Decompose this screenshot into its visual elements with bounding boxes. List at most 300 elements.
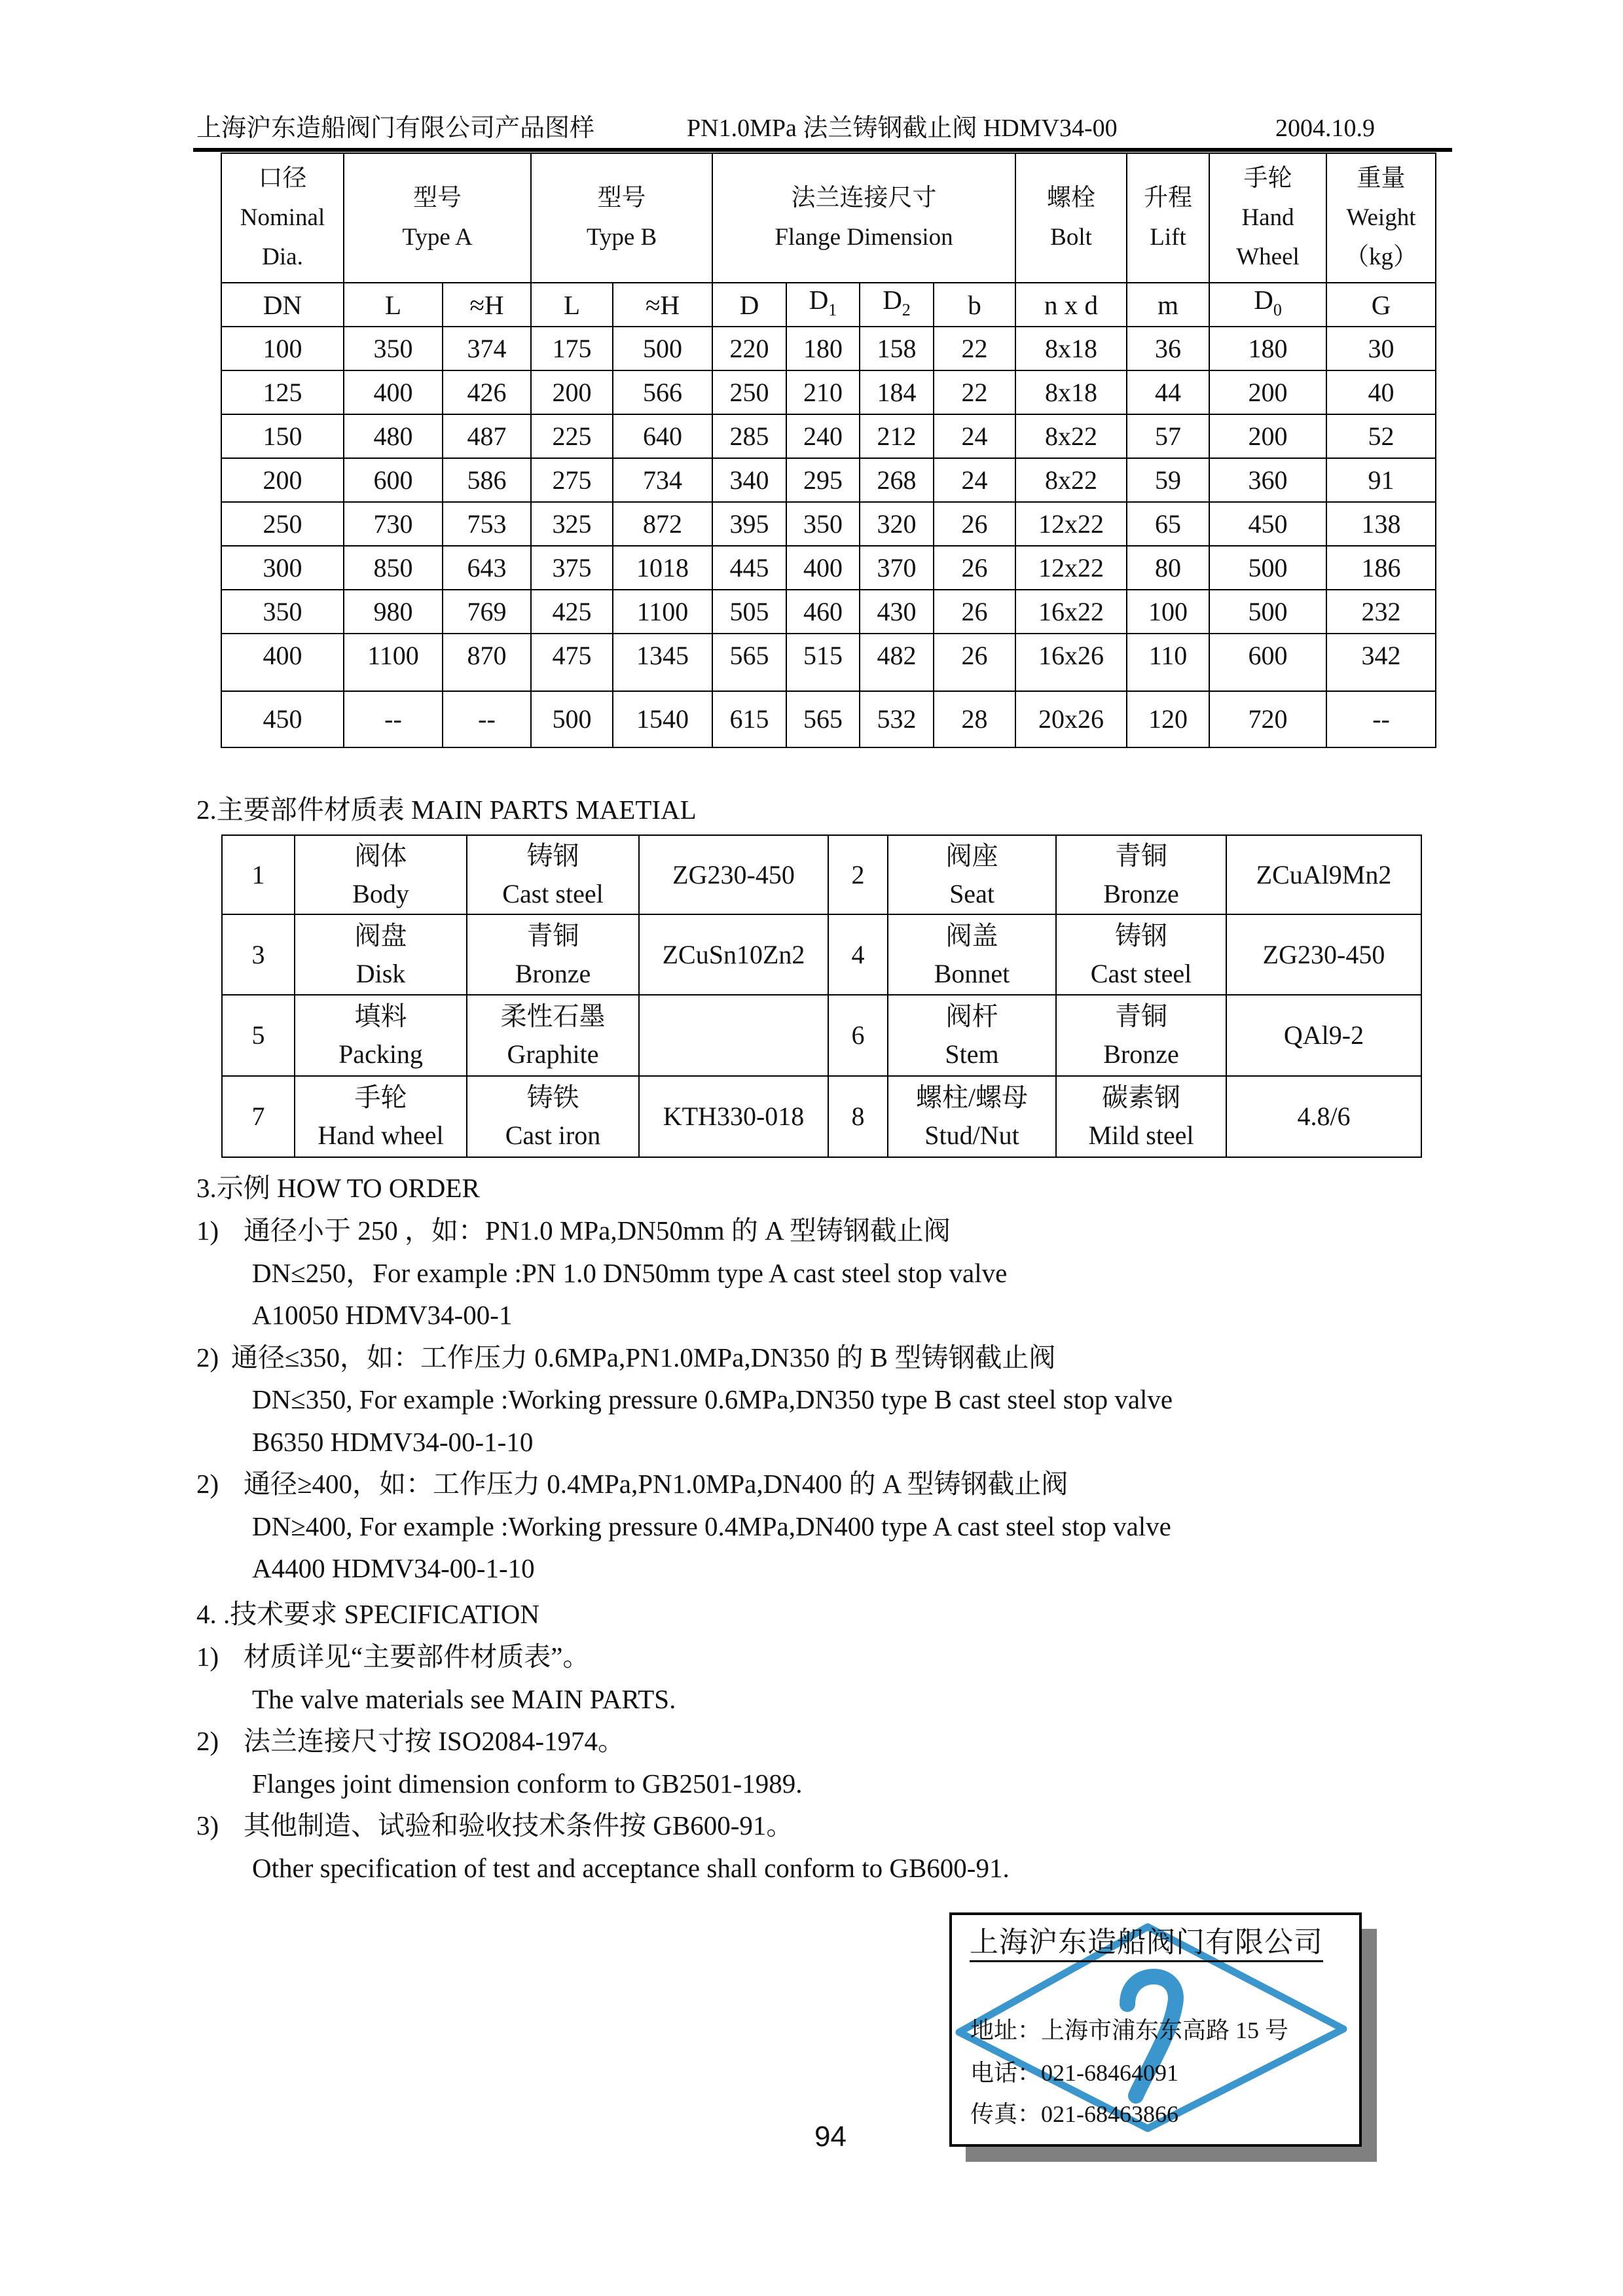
table-cell: 500 [1209, 590, 1326, 634]
group-en2: （kg） [1345, 243, 1418, 270]
table-row [221, 546, 1436, 590]
part-name-zh: 填料 [354, 1001, 407, 1031]
part-grade [1226, 914, 1421, 995]
table-cell: -- [344, 691, 443, 747]
table-cell: 200 [531, 370, 613, 414]
table-cell: 450 [1209, 502, 1326, 546]
group-zh: 法兰连接尺寸 [791, 185, 937, 211]
group-hand-wheel [1209, 153, 1326, 283]
order-item-number: 2) [196, 1342, 219, 1372]
part-number-no: 7 [251, 1102, 265, 1131]
part-grade [639, 995, 828, 1076]
table-cell: 753 [443, 502, 531, 546]
part-material-mat-en: Graphite [507, 1039, 599, 1069]
spec-item-number: 3) [196, 1810, 219, 1840]
table-cell: 295 [786, 458, 860, 502]
table-cell: 16x22 [1015, 590, 1127, 634]
symbol-cell [934, 283, 1015, 327]
symbol-cell [712, 283, 786, 327]
table-cell: 240 [786, 414, 860, 458]
part-material-mat-zh: 柔性石墨 [500, 1001, 606, 1031]
table-cell: 350 [786, 502, 860, 546]
table-cell: 360 [1209, 458, 1326, 502]
group-zh: 手轮 [1243, 165, 1292, 192]
symbol-cell [1015, 283, 1127, 327]
header-product: PN1.0MPa 法兰铸钢截止阀 HDMV34-00 [687, 115, 1118, 142]
table-cell: 426 [443, 370, 531, 414]
part-name-zh: 螺柱/螺母 [915, 1083, 1029, 1112]
table-cell: 482 [860, 634, 934, 691]
table-cell: 80 [1127, 546, 1209, 590]
table-cell: 125 [221, 370, 344, 414]
order-item-code: A4400 HDMV34-00-1-10 [252, 1553, 535, 1583]
group-en: Weight [1346, 204, 1416, 231]
spec-item-zh: 法兰连接尺寸按 ISO2084-1974。 [244, 1726, 625, 1756]
spec-item-en: Flanges joint dimension conform to GB2501-1989. [252, 1768, 803, 1799]
part-number-no: 2 [851, 859, 865, 889]
part-grade-grade: ZCuSn10Zn2 [662, 939, 805, 969]
table-cell: 480 [344, 414, 443, 458]
part-grade-grade: 4.8/6 [1297, 1102, 1351, 1131]
dimensions-table [221, 152, 1436, 748]
group-lift [1127, 153, 1209, 283]
table-cell: 210 [786, 370, 860, 414]
group-zh: 口径 [258, 165, 307, 192]
symbol-cell [786, 283, 860, 327]
group-weight [1326, 153, 1436, 283]
table-cell: 500 [613, 327, 712, 370]
header-date: 2004.10.9 [1275, 115, 1375, 142]
table-cell: 1345 [613, 634, 712, 691]
part-name-zh: 阀体 [354, 840, 407, 870]
part-name-zh: 手轮 [354, 1083, 407, 1112]
table-cell: 12x22 [1015, 546, 1127, 590]
part-grade-grade: QAl9-2 [1283, 1020, 1364, 1050]
table-cell: 500 [531, 691, 613, 747]
table-cell: 643 [443, 546, 531, 590]
table-cell: 395 [712, 502, 786, 546]
symbol-cell [613, 283, 712, 327]
table-cell: 425 [531, 590, 613, 634]
table-cell: 175 [531, 327, 613, 370]
order-section-title: 3.示例 HOW TO ORDER [196, 1173, 480, 1203]
spec-item-number: 1) [196, 1641, 219, 1672]
symbol-base: L [563, 289, 581, 320]
order-item-code: A10050 HDMV34-00-1 [252, 1300, 513, 1330]
table-cell: 24 [934, 458, 1015, 502]
table-cell: 26 [934, 634, 1015, 691]
table-cell: 515 [786, 634, 860, 691]
group-en2: Wheel [1236, 243, 1300, 270]
part-material [467, 995, 639, 1076]
header-rule [193, 148, 1452, 152]
table-cell: 487 [443, 414, 531, 458]
table-cell: 532 [860, 691, 934, 747]
group-en: Flange Dimension [775, 224, 953, 251]
part-name [888, 835, 1056, 914]
table-cell: 320 [860, 502, 934, 546]
part-material-mat-en: Cast steel [502, 878, 604, 908]
part-name [295, 1076, 467, 1157]
table-cell: 8x22 [1015, 458, 1127, 502]
group-zh: 升程 [1144, 185, 1193, 211]
part-material-mat-en: Bronze [1103, 878, 1179, 908]
table-cell: -- [1326, 691, 1436, 747]
group-type-a [344, 153, 531, 283]
table-cell: 640 [613, 414, 712, 458]
table-row [221, 502, 1436, 546]
table-cell: -- [443, 691, 531, 747]
table-cell: 44 [1127, 370, 1209, 414]
table-cell: 26 [934, 502, 1015, 546]
part-name-en: Body [352, 878, 409, 908]
group-zh: 重量 [1357, 165, 1406, 192]
symbol-cell [1326, 283, 1436, 327]
table-cell: 184 [860, 370, 934, 414]
table-cell: 325 [531, 502, 613, 546]
symbol-cell [344, 283, 443, 327]
spec-item-zh: 其他制造、试验和验收技术条件按 GB600-91。 [244, 1810, 793, 1840]
table-cell: 1540 [613, 691, 712, 747]
table-row [221, 691, 1436, 747]
parts-row [222, 995, 1421, 1076]
stamp-address: 地址：上海市浦东东高路 15 号 [970, 2017, 1289, 2043]
table-cell: 275 [531, 458, 613, 502]
order-item-zh: 通径≥400，如：工作压力 0.4MPa,PN1.0MPa,DN400 的 A 型铸钢截止阀 [244, 1469, 1068, 1499]
symbol-cell [1209, 283, 1326, 327]
table-cell: 24 [934, 414, 1015, 458]
parts-row [222, 835, 1421, 914]
table-cell: 91 [1326, 458, 1436, 502]
parts-section-title: 2.主要部件材质表 MAIN PARTS MAETIAL [196, 795, 697, 825]
table-cell: 1100 [344, 634, 443, 691]
part-grade-grade: KTH330-018 [663, 1102, 805, 1131]
group-nominal-dia [221, 153, 344, 283]
table-cell: 565 [712, 634, 786, 691]
part-number-no: 3 [251, 939, 265, 969]
table-cell: 200 [221, 458, 344, 502]
table-cell: 1018 [613, 546, 712, 590]
table-cell: 26 [934, 546, 1015, 590]
table-cell: 268 [860, 458, 934, 502]
part-material-mat-en: Cast steel [1090, 958, 1192, 988]
table-cell: 26 [934, 590, 1015, 634]
part-grade [1226, 835, 1421, 914]
part-grade [639, 1076, 828, 1157]
part-material-mat-en: Cast iron [505, 1121, 601, 1150]
group-zh: 螺栓 [1047, 185, 1096, 211]
table-cell: 8x22 [1015, 414, 1127, 458]
part-name-zh: 阀杆 [945, 1001, 998, 1031]
part-number-no: 5 [251, 1020, 265, 1050]
symbol-base: D [883, 284, 902, 315]
stamp-phone: 电话：021-68464091 [970, 2060, 1178, 2086]
symbol-cell [531, 283, 613, 327]
table-cell: 40 [1326, 370, 1436, 414]
table-cell: 138 [1326, 502, 1436, 546]
table-cell: 566 [613, 370, 712, 414]
part-number-no: 4 [851, 939, 865, 969]
part-name [295, 835, 467, 914]
symbol-base: D [1254, 284, 1273, 315]
table-cell: 872 [613, 502, 712, 546]
table-cell: 850 [344, 546, 443, 590]
table-cell: 400 [221, 634, 344, 691]
table-row [221, 458, 1436, 502]
part-material [1056, 914, 1226, 995]
part-name-en: Disk [356, 958, 406, 988]
table-cell: 22 [934, 327, 1015, 370]
table-cell: 28 [934, 691, 1015, 747]
part-grade-grade: ZG230-450 [1262, 939, 1385, 969]
table-cell: 734 [613, 458, 712, 502]
table-cell: 375 [531, 546, 613, 590]
table-cell: 374 [443, 327, 531, 370]
part-name [888, 995, 1056, 1076]
order-item-number: 2) [196, 1469, 219, 1499]
part-number [828, 995, 888, 1076]
table-cell: 400 [786, 546, 860, 590]
table-cell: 158 [860, 327, 934, 370]
symbol-row [221, 283, 1436, 327]
table-cell: 1100 [613, 590, 712, 634]
table-cell: 36 [1127, 327, 1209, 370]
symbol-cell [860, 283, 934, 327]
table-cell: 200 [1209, 414, 1326, 458]
table-cell: 20x26 [1015, 691, 1127, 747]
header-company: 上海沪东造船阀门有限公司产品图样 [196, 115, 595, 142]
part-name [295, 995, 467, 1076]
symbol-cell [1127, 283, 1209, 327]
group-type-b [531, 153, 712, 283]
table-cell: 600 [1209, 634, 1326, 691]
table-cell: 720 [1209, 691, 1326, 747]
symbol-subscript: 0 [1273, 300, 1282, 319]
part-number [828, 1076, 888, 1157]
part-name-en: Hand wheel [318, 1121, 444, 1150]
table-cell: 350 [344, 327, 443, 370]
part-number-no: 8 [851, 1102, 865, 1131]
part-name [888, 1076, 1056, 1157]
table-cell: 100 [1127, 590, 1209, 634]
part-number [828, 914, 888, 995]
table-cell: 232 [1326, 590, 1436, 634]
part-name [295, 914, 467, 995]
table-cell: 220 [712, 327, 786, 370]
table-cell: 285 [712, 414, 786, 458]
table-cell: 22 [934, 370, 1015, 414]
table-cell: 370 [860, 546, 934, 590]
symbol-cell [443, 283, 531, 327]
part-name [888, 914, 1056, 995]
table-cell: 200 [1209, 370, 1326, 414]
table-cell: 100 [221, 327, 344, 370]
part-number [222, 835, 295, 914]
part-material-mat-en: Mild steel [1088, 1121, 1194, 1150]
table-cell: 430 [860, 590, 934, 634]
group-en: Bolt [1050, 224, 1092, 251]
table-row [221, 590, 1436, 634]
part-name-zh: 阀盖 [945, 920, 998, 950]
part-material-mat-zh: 铸铁 [526, 1083, 579, 1112]
part-material-mat-zh: 碳素钢 [1102, 1083, 1180, 1112]
table-cell: 12x22 [1015, 502, 1127, 546]
stamp-company-name: 上海沪东造船阀门有限公司 [970, 1925, 1323, 1962]
symbol-subscript: 2 [902, 300, 911, 319]
symbol-base: m [1158, 289, 1178, 320]
table-cell: 59 [1127, 458, 1209, 502]
symbol-base: ≈H [645, 289, 680, 320]
table-cell: 870 [443, 634, 531, 691]
table-cell: 460 [786, 590, 860, 634]
table-cell: 8x18 [1015, 370, 1127, 414]
parts-row [222, 914, 1421, 995]
part-material-mat-zh: 青铜 [1115, 1001, 1167, 1031]
part-name-en: Seat [949, 878, 994, 908]
part-material [1056, 995, 1226, 1076]
part-material [467, 914, 639, 995]
table-cell: 150 [221, 414, 344, 458]
part-number-no: 6 [851, 1020, 865, 1050]
part-material-mat-zh: 铸钢 [526, 840, 579, 870]
part-material-mat-zh: 铸钢 [1115, 920, 1167, 950]
table-cell: 565 [786, 691, 860, 747]
part-material-mat-zh: 青铜 [1115, 840, 1167, 870]
table-cell: 600 [344, 458, 443, 502]
group-zh: 型号 [597, 185, 646, 211]
table-cell: 225 [531, 414, 613, 458]
parts-row [222, 1076, 1421, 1157]
part-material-mat-zh: 青铜 [526, 920, 579, 950]
part-grade [1226, 995, 1421, 1076]
symbol-base: G [1371, 289, 1391, 320]
table-cell: 445 [712, 546, 786, 590]
spec-item-number: 2) [196, 1726, 219, 1756]
table-cell: 57 [1127, 414, 1209, 458]
order-item-zh: 通径≤350，如：工作压力 0.6MPa,PN1.0MPa,DN350 的 B 型铸钢截止阀 [231, 1342, 1056, 1372]
order-item-en: DN≤350, For example :Working pressure 0.6MPa,DN350 type B cast steel stop valve [252, 1384, 1173, 1414]
table-cell: 180 [1209, 327, 1326, 370]
part-grade [639, 914, 828, 995]
table-cell: 180 [786, 327, 860, 370]
spec-section-title: 4. .技术要求 SPECIFICATION [196, 1599, 539, 1629]
symbol-base: n x d [1044, 289, 1099, 320]
part-grade [639, 835, 828, 914]
order-item-en: DN≥400, For example :Working pressure 0.4MPa,DN400 type A cast steel stop valve [252, 1511, 1171, 1541]
part-number [828, 835, 888, 914]
table-cell: 340 [712, 458, 786, 502]
part-name-en: Packing [338, 1039, 423, 1069]
part-material [1056, 835, 1226, 914]
table-cell: 475 [531, 634, 613, 691]
part-number [222, 995, 295, 1076]
symbol-base: D [739, 289, 759, 320]
table-cell: 350 [221, 590, 344, 634]
group-header-row [221, 153, 1436, 283]
part-grade [1226, 1076, 1421, 1157]
part-material-mat-en: Bronze [515, 958, 591, 988]
order-item-en: DN≤250，For example :PN 1.0 DN50mm type A cast steel stop valve [252, 1257, 1008, 1288]
group-en2: Dia. [262, 243, 303, 270]
symbol-cell [221, 283, 344, 327]
part-number-no: 1 [251, 859, 265, 889]
part-material [467, 1076, 639, 1157]
part-number [222, 914, 295, 995]
table-cell: 769 [443, 590, 531, 634]
spec-item-en: Other specification of test and acceptance shall conform to GB600-91. [252, 1852, 1010, 1883]
table-cell: 615 [712, 691, 786, 747]
table-cell: 300 [221, 546, 344, 590]
order-item-number: 1) [196, 1215, 219, 1246]
part-material [467, 835, 639, 914]
part-grade-grade: ZG230-450 [672, 859, 795, 889]
parts-table [221, 834, 1422, 1158]
part-name-zh: 阀盘 [354, 920, 407, 950]
page-number: 94 [814, 2121, 847, 2153]
group-flange-dimension [712, 153, 1015, 283]
group-en: Nominal [240, 204, 325, 231]
table-cell: 250 [221, 502, 344, 546]
table-cell: 30 [1326, 327, 1436, 370]
order-item-code: B6350 HDMV34-00-1-10 [252, 1426, 534, 1457]
table-row [221, 327, 1436, 370]
symbol-base: DN [263, 289, 302, 320]
table-row [221, 414, 1436, 458]
symbol-base: ≈H [469, 289, 504, 320]
symbol-base: L [384, 289, 402, 320]
table-row [221, 370, 1436, 414]
table-cell: 342 [1326, 634, 1436, 691]
table-cell: 450 [221, 691, 344, 747]
table-cell: 730 [344, 502, 443, 546]
group-en: Type A [402, 224, 473, 251]
group-en: Hand [1241, 204, 1294, 231]
part-name-en: Bonnet [934, 958, 1010, 988]
symbol-subscript: 1 [828, 300, 837, 319]
spec-item-zh: 材质详见“主要部件材质表”。 [244, 1641, 590, 1672]
table-cell: 120 [1127, 691, 1209, 747]
part-grade-grade: ZCuAl9Mn2 [1256, 859, 1392, 889]
table-cell: 110 [1127, 634, 1209, 691]
table-cell: 586 [443, 458, 531, 502]
part-name-zh: 阀座 [945, 840, 998, 870]
part-name-en: Stem [945, 1039, 999, 1069]
group-bolt [1015, 153, 1127, 283]
part-material [1056, 1076, 1226, 1157]
table-cell: 212 [860, 414, 934, 458]
table-cell: 65 [1127, 502, 1209, 546]
table-cell: 16x26 [1015, 634, 1127, 691]
table-cell: 505 [712, 590, 786, 634]
table-cell: 186 [1326, 546, 1436, 590]
order-item-zh: 通径小于 250 ，如：PN1.0 MPa,DN50mm 的 A 型铸钢截止阀 [244, 1215, 951, 1246]
group-en: Lift [1150, 224, 1186, 251]
table-cell: 8x18 [1015, 327, 1127, 370]
part-number [222, 1076, 295, 1157]
table-row [221, 634, 1436, 691]
part-material-mat-en: Bronze [1103, 1039, 1179, 1069]
table-cell: 500 [1209, 546, 1326, 590]
table-cell: 52 [1326, 414, 1436, 458]
stamp-fax: 传真：021-68463866 [970, 2101, 1178, 2127]
table-cell: 250 [712, 370, 786, 414]
table-cell: 980 [344, 590, 443, 634]
group-en: Type B [586, 224, 657, 251]
table-cell: 400 [344, 370, 443, 414]
symbol-base: D [809, 284, 829, 315]
part-name-en: Stud/Nut [924, 1121, 1019, 1150]
group-zh: 型号 [413, 185, 462, 211]
